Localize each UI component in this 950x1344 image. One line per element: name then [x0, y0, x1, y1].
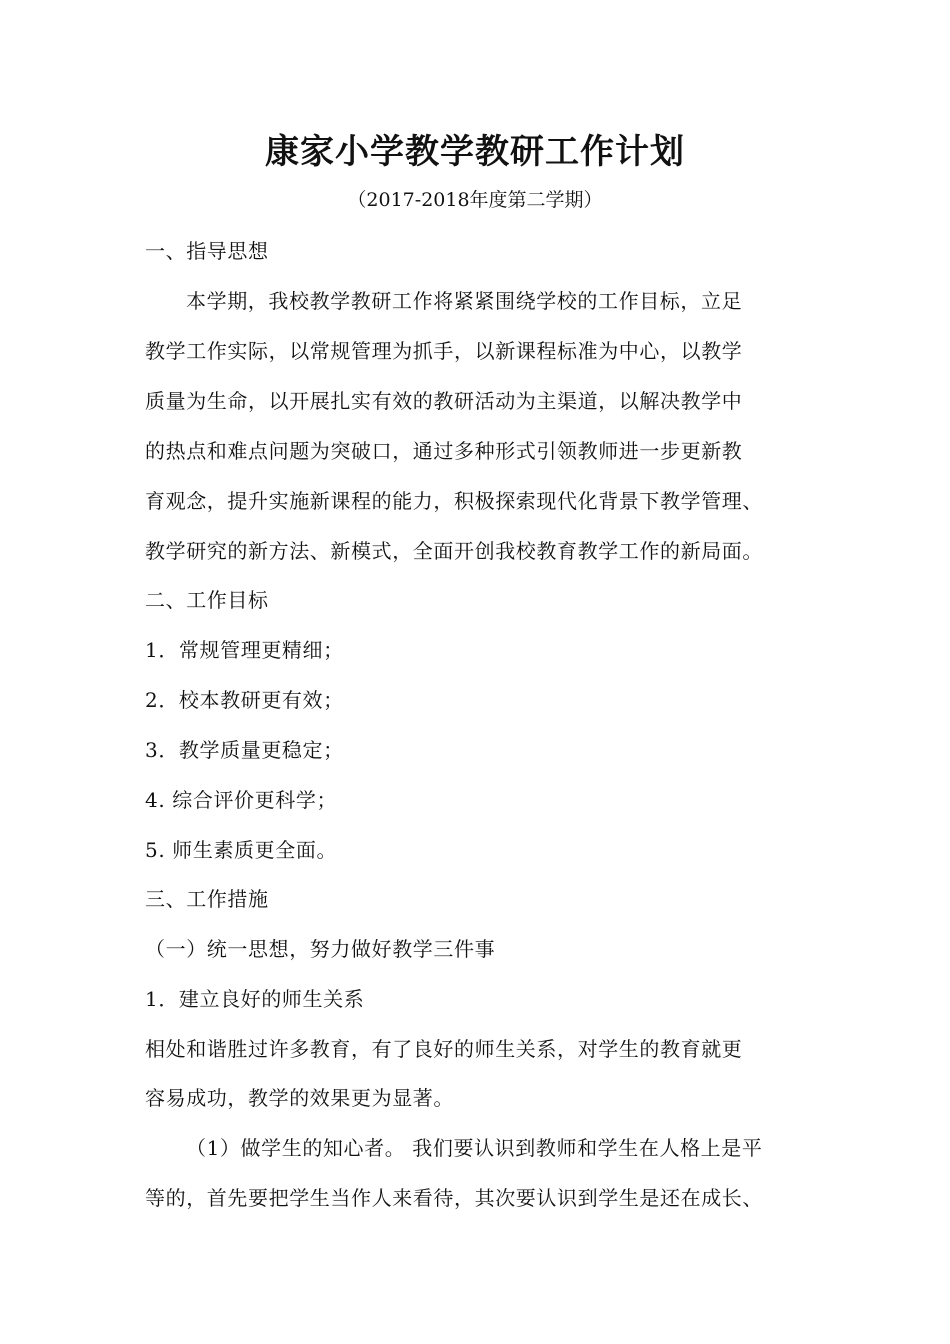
goal-item: 1．常规管理更精细；: [145, 638, 344, 662]
item-heading: 1．建立良好的师生关系: [145, 987, 365, 1011]
paragraph-line: 教学研究的新方法、新模式，全面开创我校教育教学工作的新局面。: [145, 539, 763, 563]
goal-item: 3．教学质量更稳定；: [145, 738, 344, 762]
goal-item: 2．校本教研更有效；: [145, 688, 344, 712]
paragraph-line: 育观念，提升实施新课程的能力，积极探索现代化背景下教学管理、: [145, 489, 763, 513]
paragraph-line: 本学期，我校教学教研工作将紧紧围绕学校的工作目标，立足: [186, 289, 743, 313]
paragraph-line: 质量为生命，以开展扎实有效的教研活动为主渠道，以解决教学中: [145, 389, 743, 413]
paragraph-line: 相处和谐胜过许多教育，有了良好的师生关系，对学生的教育就更: [145, 1037, 743, 1061]
paragraph-line: （1）做学生的知心者。 我们要认识到教师和学生在人格上是平: [186, 1136, 763, 1160]
goal-item: 4. 综合评价更科学；: [145, 788, 338, 812]
paragraph-line: 的热点和难点问题为突破口，通过多种形式引领教师进一步更新教: [145, 439, 743, 463]
document-subtitle: （2017-2018年度第二学期）: [347, 189, 603, 211]
subsection-heading: （一）统一思想，努力做好教学三件事: [145, 937, 496, 961]
document-title: 康家小学教学教研工作计划: [265, 132, 685, 172]
goal-item: 5. 师生素质更全面。: [145, 838, 338, 862]
paragraph-line: 等的，首先要把学生当作人来看待，其次要认识到学生是还在成长、: [145, 1186, 763, 1210]
section-heading-work-measures: 三、工作措施: [145, 887, 269, 911]
paragraph-line: 教学工作实际，以常规管理为抓手，以新课程标准为中心，以教学: [145, 339, 743, 363]
section-heading-work-goals: 二、工作目标: [145, 588, 269, 612]
section-heading-guiding-ideology: 一、指导思想: [145, 239, 269, 263]
paragraph-line: 容易成功，教学的效果更为显著。: [145, 1086, 454, 1110]
